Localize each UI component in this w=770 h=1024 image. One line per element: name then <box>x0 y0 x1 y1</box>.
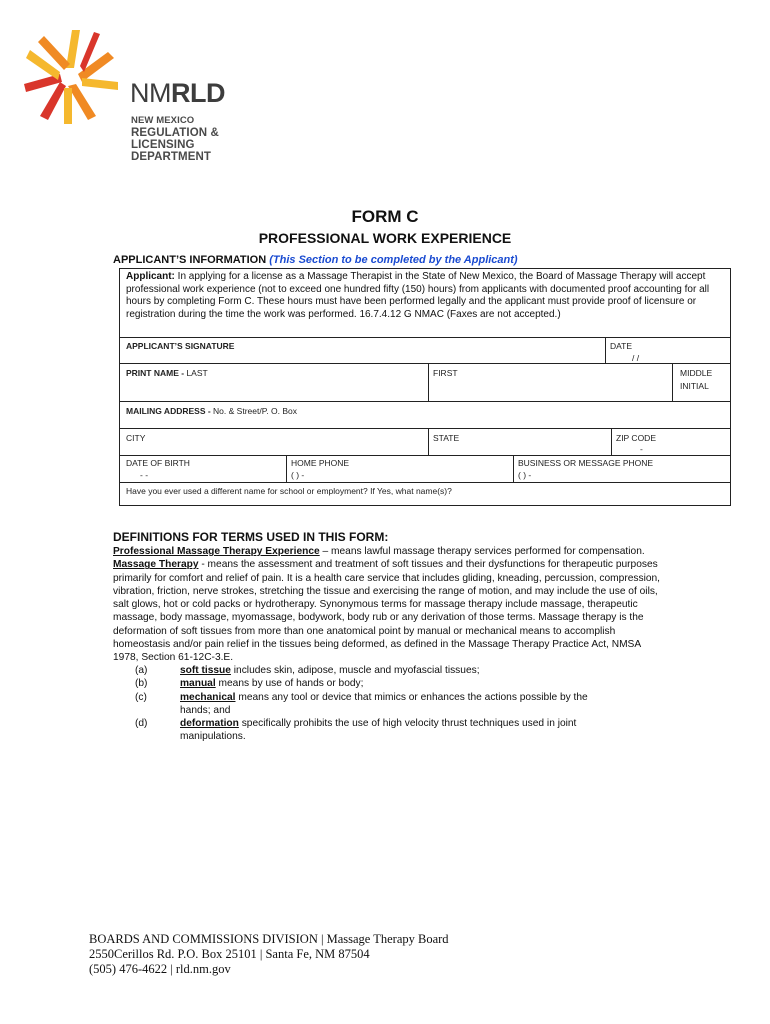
date-of-birth-label: DATE OF BIRTH <box>126 458 190 468</box>
footer-line-3: (505) 476-4622 | rld.nm.gov <box>89 962 231 976</box>
middle-initial-field[interactable]: INITIAL <box>680 381 709 391</box>
divider <box>672 363 673 401</box>
list-item: manipulations. <box>180 731 246 743</box>
other-names-field[interactable]: Have you ever used a different name for school or employment? If Yes, what name(s)? <box>126 486 452 496</box>
footer-line-1: BOARDS AND COMMISSIONS DIVISION | Massage Therapy Board <box>89 932 449 946</box>
divider <box>428 363 429 401</box>
print-name-last-field[interactable]: PRINT NAME - LAST <box>126 368 208 378</box>
date-of-birth-field[interactable]: - - <box>140 470 149 480</box>
logo-line-3: LICENSING DEPARTMENT <box>131 139 212 163</box>
definition-pmte: Professional Massage Therapy Experience – means lawful massage therapy services performed for compensation. <box>113 546 645 557</box>
mailing-address-field[interactable]: MAILING ADDRESS - No. & Street/P. O. Box <box>126 406 297 416</box>
definitions-heading: DEFINITIONS FOR TERMS USED IN THIS FORM: <box>113 530 389 544</box>
nmrld-logo <box>20 26 270 163</box>
business-phone-label: BUSINESS OR MESSAGE PHONE <box>518 458 654 468</box>
intro-paragraph: Applicant: In applying for a license as a Massage Therapist in the State of New Mexico, the Board of Massage Therapy will accept professional work experience (not to exceed one hundred fifty (150) hours) from applicants with documented proof accounting for all hours by completing Form C. These hours must have been performed legally and the applicant must provide proof of licensure or registration during the time the work was performed. 16.7.4.12 G NMAC (Faxes are not accepted.) <box>126 271 710 320</box>
applicant-info-box <box>119 268 731 506</box>
divider <box>611 428 612 455</box>
home-phone-label: HOME PHONE <box>291 458 350 468</box>
divider <box>605 337 606 363</box>
list-item: (d) deformation specifically prohibits the use of high velocity thrust techniques used in joint <box>135 718 577 730</box>
date-field-label: DATE <box>610 341 633 351</box>
zip-code-field[interactable]: - <box>640 444 643 454</box>
divider <box>428 428 429 455</box>
logo-line-2: REGULATION & <box>131 127 219 139</box>
divider <box>120 363 730 364</box>
section-note: (This Section to be completed by the Applicant) <box>269 254 518 266</box>
definitions-body <box>113 545 663 743</box>
business-phone-field[interactable]: ( ) - <box>518 470 532 480</box>
list-item: (c) mechanical means any tool or device that mimics or enhances the actions possible by the <box>135 691 588 703</box>
starburst-logo-icon <box>20 26 120 126</box>
middle-initial-label-1: MIDDLE <box>680 368 713 378</box>
date-field[interactable]: / / <box>632 353 640 363</box>
signature-field[interactable]: APPLICANT’S SIGNATURE <box>126 341 235 351</box>
divider <box>120 428 730 429</box>
divider <box>286 455 287 482</box>
list-item: (b) manual means by use of hands or body; <box>135 678 364 690</box>
list-item: (a) soft tissue includes skin, adipose, muscle and myofascial tissues; <box>135 665 480 676</box>
definition-list <box>113 664 663 744</box>
list-item: hands; and <box>180 704 231 716</box>
divider <box>120 455 730 456</box>
section-heading: APPLICANT’S INFORMATION (This Section to be completed by the Applicant) <box>113 254 518 266</box>
city-field[interactable]: CITY <box>126 433 146 443</box>
divider <box>120 482 730 483</box>
state-field[interactable]: STATE <box>433 433 460 443</box>
divider <box>120 337 730 338</box>
first-name-field[interactable]: FIRST <box>433 368 458 378</box>
divider <box>513 455 514 482</box>
zip-code-label: ZIP CODE <box>616 433 656 443</box>
home-phone-field[interactable]: ( ) - <box>291 470 305 480</box>
divider <box>120 401 730 402</box>
logo-abbreviation: NMRLD <box>130 78 225 108</box>
form-subtitle: PROFESSIONAL WORK EXPERIENCE <box>258 230 512 246</box>
form-title: FORM C <box>351 207 419 226</box>
footer-line-2: 2550Cerillos Rd. P.O. Box 25101 | Santa Fe, NM 87504 <box>89 947 370 961</box>
logo-line-1: NEW MEXICO <box>131 115 195 126</box>
footer <box>89 932 449 977</box>
definition-massage-therapy: Massage Therapy - means the assessment and treatment of soft tissues and their dysfunctions for therapeutic purposes primarily for comfort and relief of pain. It is a health care service that includes gliding, kneading, percussion, compression, vibration, friction, nerve strokes, stretching the tissue and exercising the range of motion, and may include the use of oils, salt glows, hot or cold packs or hydrotherapy. Synonymous terms for massage therapy include massage, therapeutic massage, body massage, myomassage, bodywork, body rub or any derivation of those terms. Massage therapy is the deformation of soft tissues from more than one anatomical point by manual or mechanical means to accomplish homeostasis and/or pain relief in the tissues being deformed, as defined in the Massage Therapy Practice Act, NMSA 1978, Section 61-12C-3.E. <box>113 559 660 664</box>
